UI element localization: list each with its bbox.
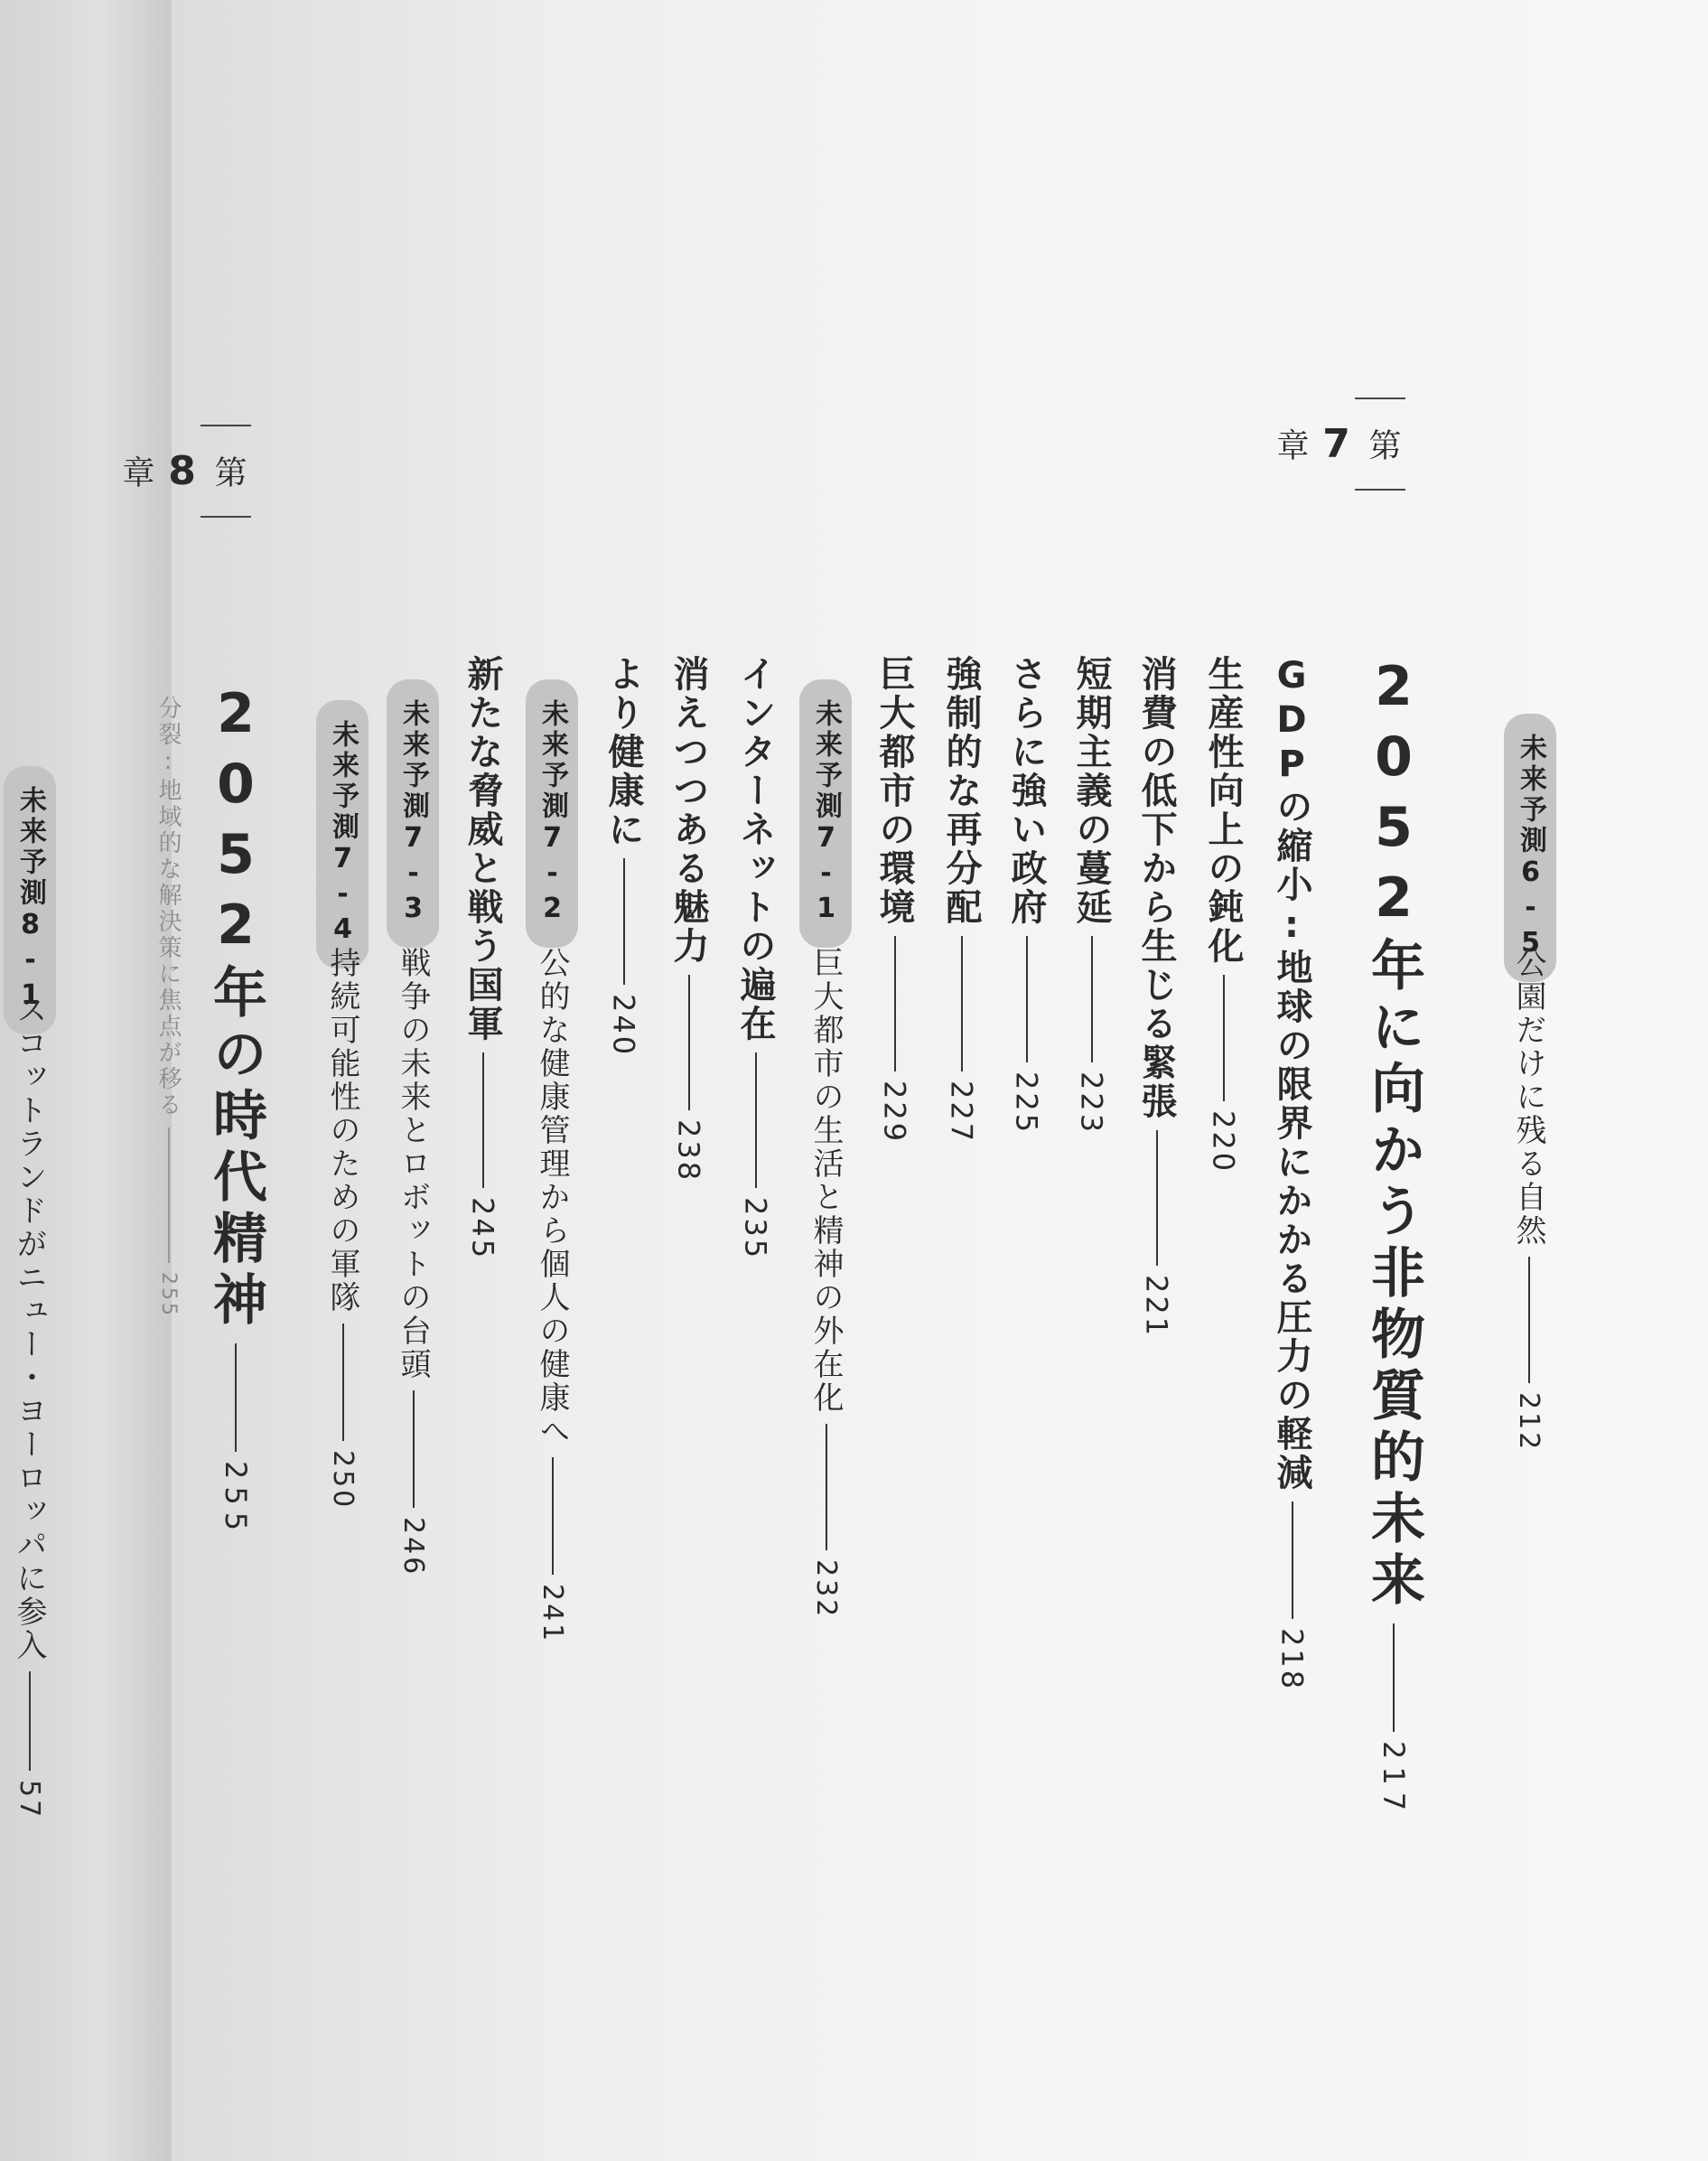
entry-title: 2052年に向かう非物質的未来 bbox=[1362, 655, 1425, 1613]
toc-entry-redistribution bbox=[936, 655, 987, 1144]
toc-entry-shortterm bbox=[1066, 655, 1117, 1135]
chapter-number: 7 bbox=[1313, 421, 1359, 467]
toc-entry-park bbox=[1507, 947, 1551, 1452]
leader-line bbox=[168, 1127, 170, 1263]
leader-line bbox=[1091, 936, 1093, 1062]
chapter-7-title bbox=[1355, 655, 1433, 1818]
page-number: 225 bbox=[1009, 1071, 1044, 1136]
chapter-7-heading bbox=[1272, 398, 1405, 491]
leader-line bbox=[961, 936, 963, 1071]
leader-line bbox=[482, 1052, 484, 1188]
entry-title: 消費の低下から生じる緊張 bbox=[1135, 655, 1177, 1121]
toc-entry-charm bbox=[663, 655, 714, 1183]
page-number: 223 bbox=[1074, 1071, 1109, 1136]
toc-entry-megacity bbox=[869, 655, 920, 1144]
badge-6-5: 未来予測6-5 bbox=[1504, 714, 1556, 982]
entry-title: 消えつつある魅力 bbox=[667, 655, 709, 966]
toc-entry-fragment bbox=[152, 696, 185, 1318]
toc-entry-consumption bbox=[1131, 655, 1182, 1338]
leader-line bbox=[1156, 1130, 1158, 1266]
entry-title: 新たな脅威と戦う国軍 bbox=[462, 655, 503, 1043]
leader-line bbox=[413, 1390, 415, 1508]
page-number: 238 bbox=[671, 1119, 706, 1183]
chapter-dai: 第 bbox=[1364, 427, 1401, 461]
entry-title: インターネットの遍在 bbox=[734, 655, 776, 1043]
leader-line bbox=[1292, 1501, 1293, 1619]
badge-7-3: 未来予測7-3 bbox=[387, 679, 439, 948]
leader-line bbox=[29, 1671, 31, 1771]
leader-line bbox=[1026, 936, 1028, 1062]
chapter-number: 8 bbox=[159, 448, 205, 494]
entry-title: GDPの縮小:地球の限界にかかる圧力の軽減 bbox=[1271, 655, 1312, 1492]
page-number: 227 bbox=[944, 1080, 979, 1145]
entry-title: 巨大都市の環境 bbox=[873, 655, 915, 927]
leader-line bbox=[1528, 1257, 1530, 1383]
page-number: 218 bbox=[1274, 1628, 1310, 1692]
entry-title: 公的な健康管理から個人の健康へ bbox=[534, 947, 570, 1448]
page-number: 57 bbox=[14, 1780, 45, 1820]
badge-7-1: 未来予測7-1 bbox=[799, 679, 852, 948]
page-number: 250 bbox=[327, 1450, 359, 1511]
leader-line bbox=[623, 858, 625, 985]
leader-line bbox=[755, 1052, 757, 1188]
chapter-8-title bbox=[197, 682, 275, 1538]
leader-line bbox=[688, 975, 690, 1110]
page-number: 217 bbox=[1377, 1741, 1411, 1819]
entry-title: スコットランドがニュー・ヨーロッパに参入 bbox=[11, 994, 47, 1662]
leader-line bbox=[826, 1424, 827, 1550]
entry-title: 強制的な再分配 bbox=[940, 655, 982, 927]
toc-entry-threats bbox=[457, 655, 509, 1260]
toc-entry-megacity-life bbox=[804, 947, 848, 1619]
toc-entry-gdp bbox=[1266, 655, 1318, 1691]
toc-entry-productivity bbox=[1198, 655, 1249, 1174]
toc-entry-internet bbox=[730, 655, 781, 1260]
toc-entry-healthier bbox=[598, 655, 649, 1057]
page-number: 245 bbox=[465, 1197, 500, 1261]
chapter-8-heading bbox=[117, 425, 251, 518]
leader-line bbox=[894, 936, 896, 1071]
entry-title: 分裂:地域的な解決策に焦点が移る bbox=[154, 696, 182, 1118]
page-number: 212 bbox=[1513, 1392, 1545, 1453]
badge-7-2: 未来予測7-2 bbox=[526, 679, 578, 948]
entry-title: より健康に bbox=[602, 655, 644, 849]
badge-8-1: 未来予測8-1 bbox=[4, 766, 56, 1034]
badge-7-4: 未来予測7-4 bbox=[316, 700, 369, 968]
page-number: 246 bbox=[397, 1517, 429, 1577]
chapter-dai: 第 bbox=[210, 454, 247, 488]
entry-title: 巨大都市の生活と精神の外在化 bbox=[807, 947, 844, 1415]
entry-title: 短期主義の蔓延 bbox=[1070, 655, 1112, 927]
page-number: 235 bbox=[738, 1197, 773, 1261]
chapter-sho: 章 bbox=[1272, 427, 1309, 461]
leader-line bbox=[235, 1343, 237, 1452]
entry-title: 生産性向上の鈍化 bbox=[1202, 655, 1244, 966]
entry-title: さらに強い政府 bbox=[1005, 655, 1047, 927]
leader-line bbox=[1223, 975, 1225, 1101]
page-number: 232 bbox=[810, 1559, 842, 1620]
page-number: 255 bbox=[219, 1461, 253, 1539]
toc-entry-military bbox=[321, 947, 365, 1510]
page-number: 240 bbox=[606, 994, 641, 1058]
leader-line bbox=[342, 1324, 344, 1441]
entry-title: 公園だけに残る自然 bbox=[1510, 947, 1546, 1248]
toc-entry-stronger-gov bbox=[1001, 655, 1052, 1135]
chapter-sho: 章 bbox=[117, 454, 154, 488]
page-number: 229 bbox=[877, 1080, 912, 1145]
toc-entry-scotland bbox=[7, 994, 51, 1820]
leader-line bbox=[1393, 1623, 1395, 1732]
toc-entry-robots bbox=[391, 947, 435, 1576]
entry-title: 戦争の未来とロボットの台頭 bbox=[395, 947, 431, 1381]
entry-title: 2052年の時代精神 bbox=[204, 682, 267, 1333]
page-number: 221 bbox=[1139, 1275, 1174, 1339]
page-number: 220 bbox=[1206, 1110, 1241, 1174]
page-number: 255 bbox=[157, 1272, 180, 1318]
leader-line bbox=[552, 1457, 554, 1575]
toc-entry-health bbox=[530, 947, 574, 1643]
entry-title: 持続可能性のための軍隊 bbox=[324, 947, 360, 1314]
page-number: 241 bbox=[537, 1584, 568, 1644]
